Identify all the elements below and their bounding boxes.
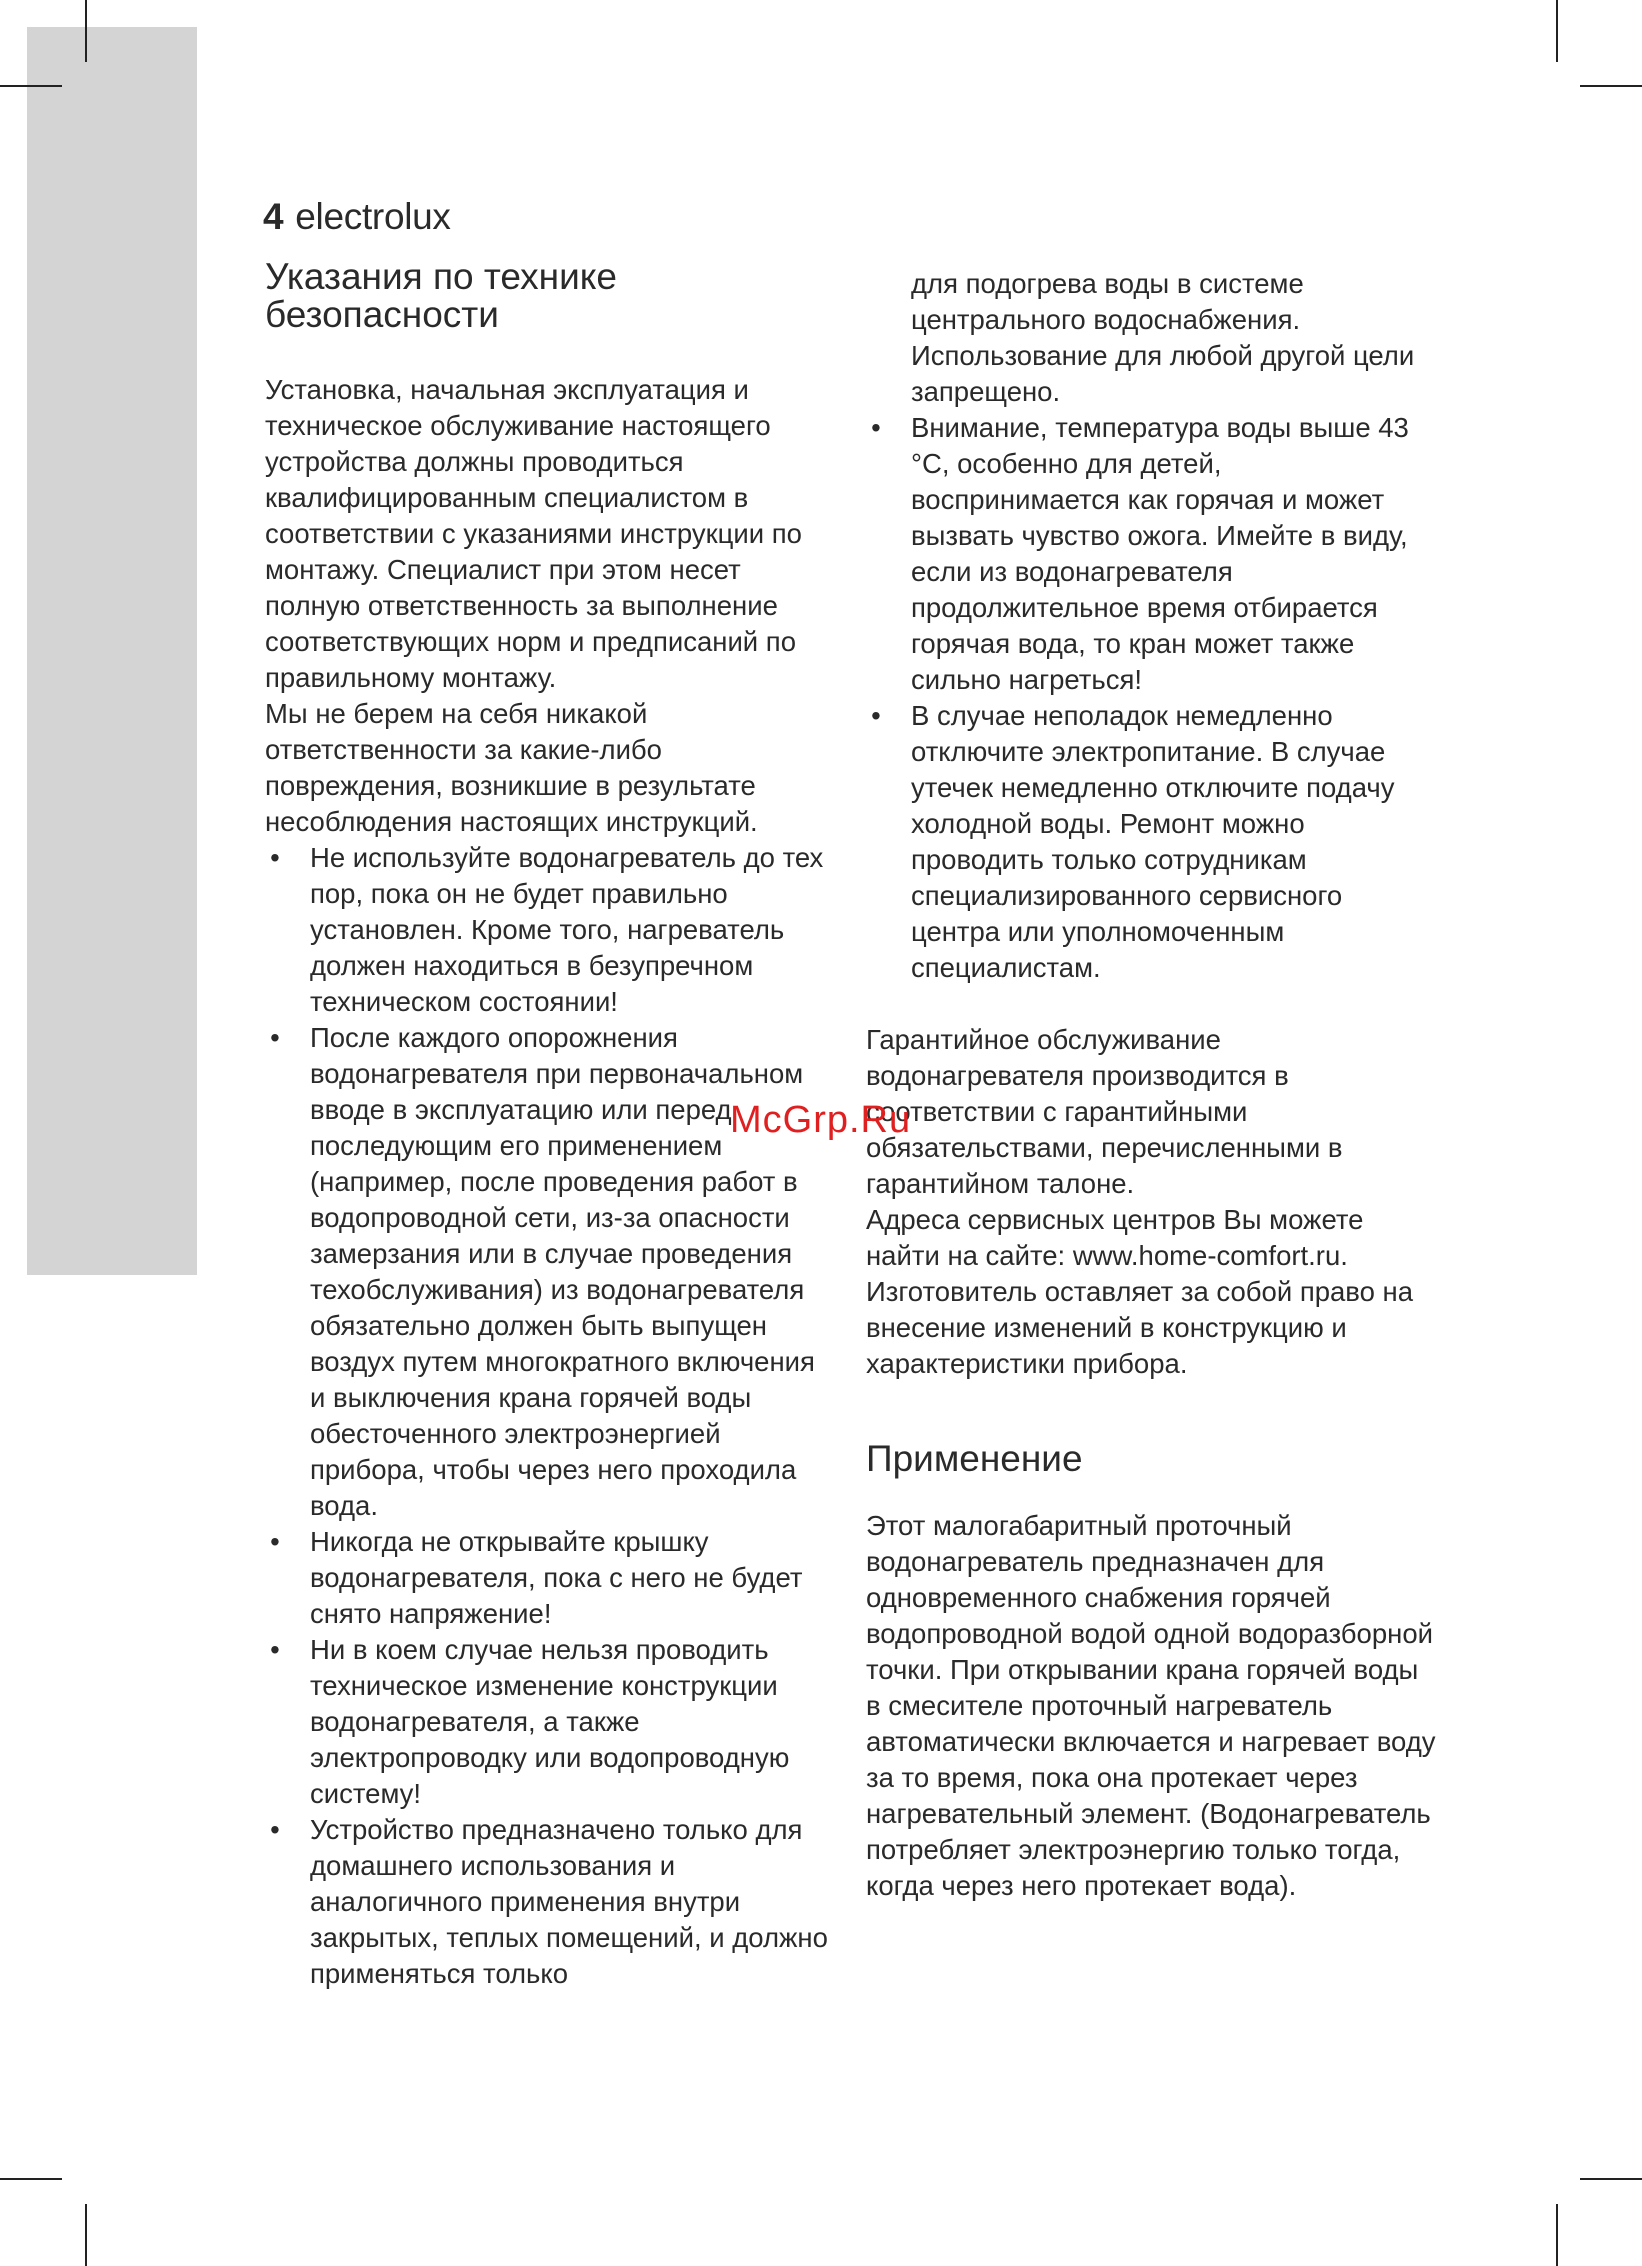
crop-mark (85, 0, 87, 62)
bullet-icon: • (270, 1634, 280, 1665)
page-header (263, 193, 451, 241)
crop-mark (0, 2178, 62, 2180)
crop-mark (1556, 2204, 1558, 2266)
crop-mark (1556, 0, 1558, 62)
application-paragraph: Этот малогабаритный проточный водонагреватель предназначен для одновременного снабжения горячей водопроводной водой одной водоразборной точки. При открывании крана горячей воды в смесителе проточный нагреватель автоматически включается и нагревает воду за то время, пока она протекает через нагревательный элемент. (Водонагреватель потребляет электроэнергию только тогда, когда через него протекает вода). (866, 1510, 1436, 1901)
watermark: McGrp.Ru (730, 1099, 912, 1141)
safety-bullet-list-continued (866, 410, 1436, 986)
bullet-icon: • (270, 1022, 280, 1053)
list-item-text: Устройство предназначено только для домашнего использования и аналогичного применения внутри закрытых, теплых помещений, и должно применяться только (310, 1814, 828, 1989)
list-item-text: В случае неполадок немедленно отключите электропитание. В случае утечек немедленно отключите подачу холодной воды. Ремонт можно проводить только сотрудникам специализированного сервисного центра или уполномоченным специалистам. (911, 700, 1395, 983)
page-number: 4 (263, 196, 284, 237)
manufacturer-paragraph: Изготовитель оставляет за собой право на внесение изменений в конструкцию и характеристики прибора. (866, 1276, 1414, 1379)
bullet-icon: • (871, 412, 881, 443)
list-item-text: Не используйте водонагреватель до тех пор, пока он не будет правильно установлен. Кроме того, нагреватель должен находиться в безупречном техническом состоянии! (310, 842, 824, 1017)
list-item (265, 1812, 835, 1992)
liability-paragraph: Мы не берем на себя никакой ответственности за какие-либо повреждения, возникшие в результате несоблюдения настоящих инструкций. (265, 698, 758, 837)
list-item-text: Ни в коем случае нельзя проводить техническое изменение конструкции водонагревателя, а также электропроводку или водопроводную систему! (310, 1634, 790, 1809)
list-item (866, 410, 1436, 698)
list-item-text: Никогда не открывайте крышку водонагревателя, пока с него не будет снято напряжение! (310, 1526, 803, 1629)
list-item (265, 840, 835, 1020)
list-item (866, 698, 1436, 986)
side-color-band (27, 27, 197, 1275)
crop-mark (0, 85, 62, 87)
crop-mark (1580, 85, 1642, 87)
service-paragraph: Адреса сервисных центров Вы можете найти на сайте: www.home-comfort.ru. (866, 1204, 1364, 1271)
crop-mark (85, 2204, 87, 2266)
crop-mark (1580, 2178, 1642, 2180)
install-paragraph: Установка, начальная эксплуатация и техническое обслуживание настоящего устройства должны проводиться квалифицированным специалистом в соответствии с указаниями инструкции по монтажу. Специалист при этом несет полную ответственность за выполнение соответствующих норм и предписаний по правильному монтажу. (265, 374, 802, 693)
list-item (265, 1524, 835, 1632)
list-item-text: Внимание, температура воды выше 43 °C, особенно для детей, воспринимается как горячая и может вызвать чувство ожога. Имейте в виду, если из водонагревателя продолжительное время отбирается горячая вода, то кран может также сильно нагреться! (911, 412, 1409, 695)
list-item (265, 1020, 835, 1524)
application-title: Применение (866, 1438, 1083, 1479)
safety-title: Указания по технике безопасности (265, 256, 617, 335)
safety-bullet-list (265, 840, 835, 1992)
warranty-paragraph: Гарантийное обслуживание водонагревателя производится в соответствии с гарантийными обязательствами, перечисленными в гарантийном талоне. (866, 1024, 1343, 1199)
bullet-icon: • (270, 842, 280, 873)
bullet-icon: • (871, 700, 881, 731)
list-item-text: После каждого опорожнения водонагревателя при первоначальном вводе в эксплуатацию или перед последующим его применением (например, после проведения работ в водопроводной сети, из-за опасности замерзания или в случае проведения техобслуживания) из водонагревателя обязательно должен быть выпущен воздух путем многократного включения и выключения крана горячей воды обесточенного электроэнергией прибора, чтобы через него проходила вода. (310, 1022, 815, 1521)
bullet-icon: • (270, 1526, 280, 1557)
right-column (866, 266, 1436, 1904)
bullet-icon: • (270, 1814, 280, 1845)
list-item (265, 1632, 835, 1812)
continuation-text: для подогрева воды в системе центрального водоснабжения. Использование для любой другой цели запрещено. (911, 268, 1415, 407)
brand-name: electrolux (295, 196, 451, 237)
